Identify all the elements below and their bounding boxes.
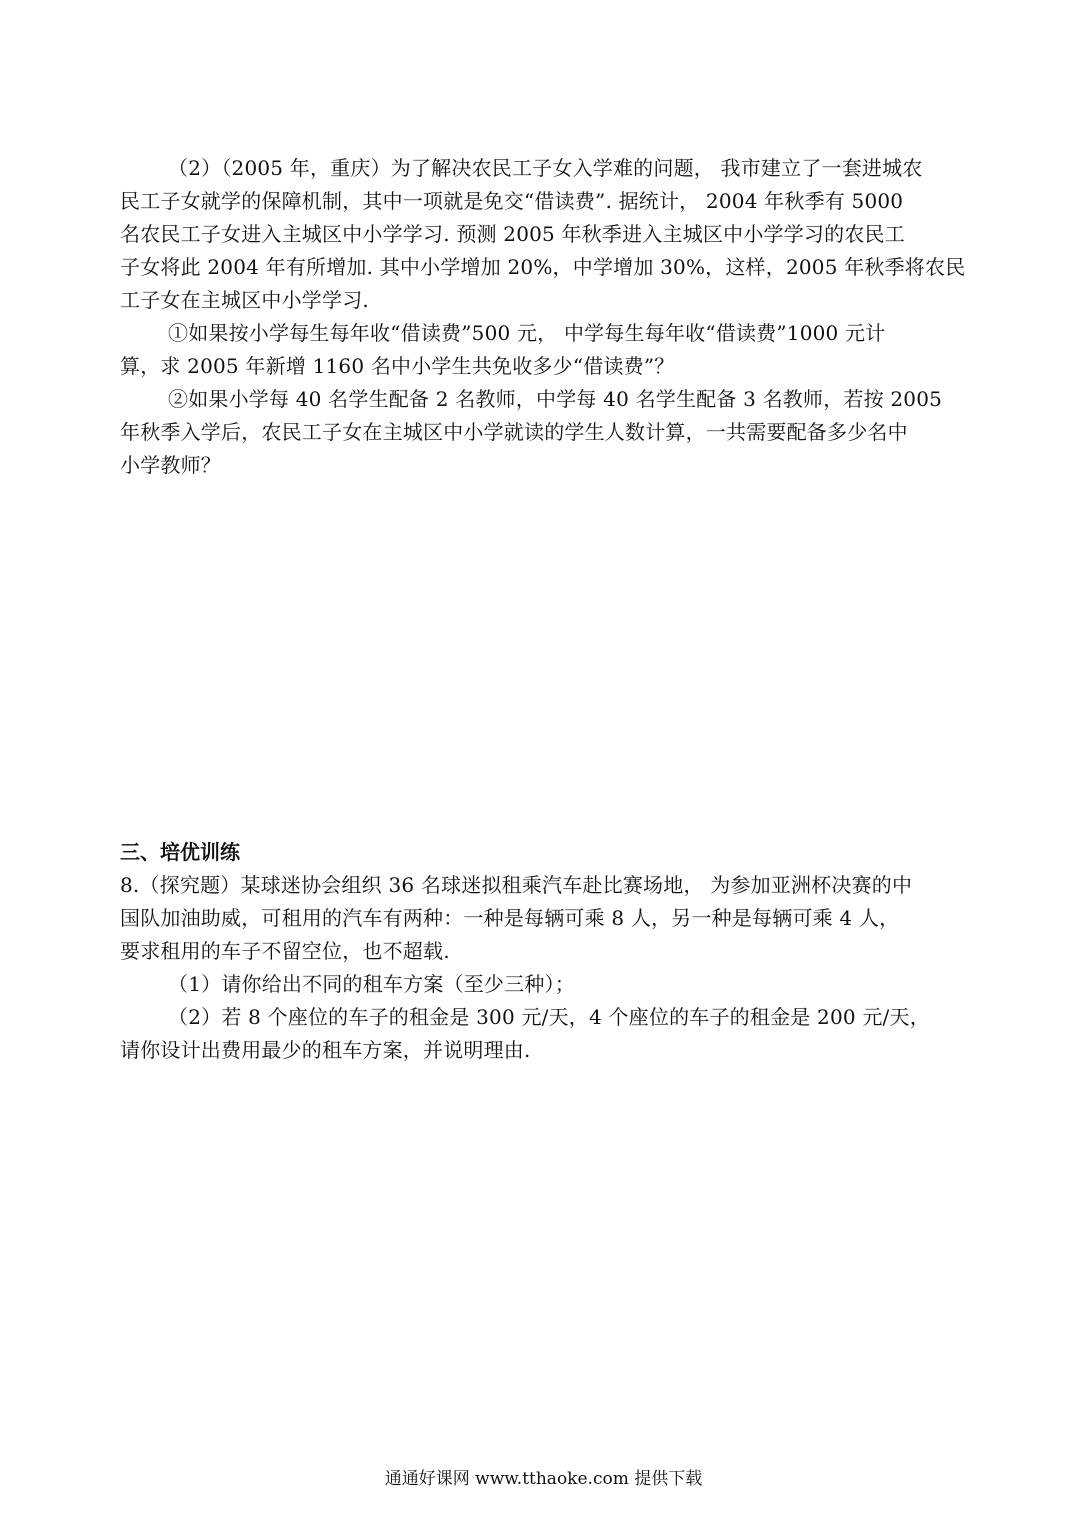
- problem7-question2-line-2: 年秋季入学后，农民工子女在主城区中小学就读的学生人数计算，一共需要配备多少名中: [120, 420, 908, 444]
- problem8-line-1: 8.（探究题）某球迷协会组织 36 名球迷拟租乘汽车赴比赛场地， 为参加亚洲杯决赛的中: [120, 873, 913, 897]
- problem8-part1: （1）请你给出不同的租车方案（至少三种）；: [168, 972, 575, 996]
- problem7-part2-line-4: 子女将此 2004 年有所增加. 其中小学增加 20%，中学增加 30%，这样，2005 年秋季将农民: [120, 255, 966, 279]
- problem8-line-2: 国队加油助威，可租用的汽车有两种：一种是每辆可乘 8 人，另一种是每辆可乘 4 人，: [120, 906, 900, 930]
- problem7-part2-line-5: 工子女在主城区中小学学习.: [120, 288, 369, 312]
- problem8-line-3: 要求租用的车子不留空位，也不超载.: [120, 939, 450, 963]
- problem7-part2-line-2: 民工子女就学的保障机制，其中一项就是免交“借读费”. 据统计， 2004 年秋季有 5000: [120, 189, 904, 213]
- page-footer: 通通好课网 www.tthaoke.com 提供下载: [384, 1469, 703, 1489]
- problem7-part2-line-3: 名农民工子女进入主城区中小学学习. 预测 2005 年秋季进入主城区中小学学习的农民工: [120, 222, 905, 246]
- problem7-question2-line-3: 小学教师？: [120, 453, 221, 477]
- problem7-part2-line-1: （2）（2005 年，重庆）为了解决农民工子女入学难的问题， 我市建立了一套进城农: [168, 156, 923, 180]
- problem7-question1-line-1: ①如果按小学每生每年收“借读费”500 元， 中学每生每年收“借读费”1000 元计: [168, 321, 886, 345]
- problem8-part2-line-1: （2）若 8 个座位的车子的租金是 300 元/天，4 个座位的车子的租金是 200 元/天，: [168, 1005, 930, 1029]
- problem8-part2-line-2: 请你设计出费用最少的租车方案，并说明理由.: [120, 1038, 531, 1062]
- problem7-question2-line-1: ②如果小学每 40 名学生配备 2 名教师，中学每 40 名学生配备 3 名教师，若按 2005: [168, 387, 943, 411]
- problem7-question1-line-2: 算，求 2005 年新增 1160 名中小学生共免收多少“借读费”？: [120, 354, 675, 378]
- section-heading: 三、培优训练: [120, 840, 240, 864]
